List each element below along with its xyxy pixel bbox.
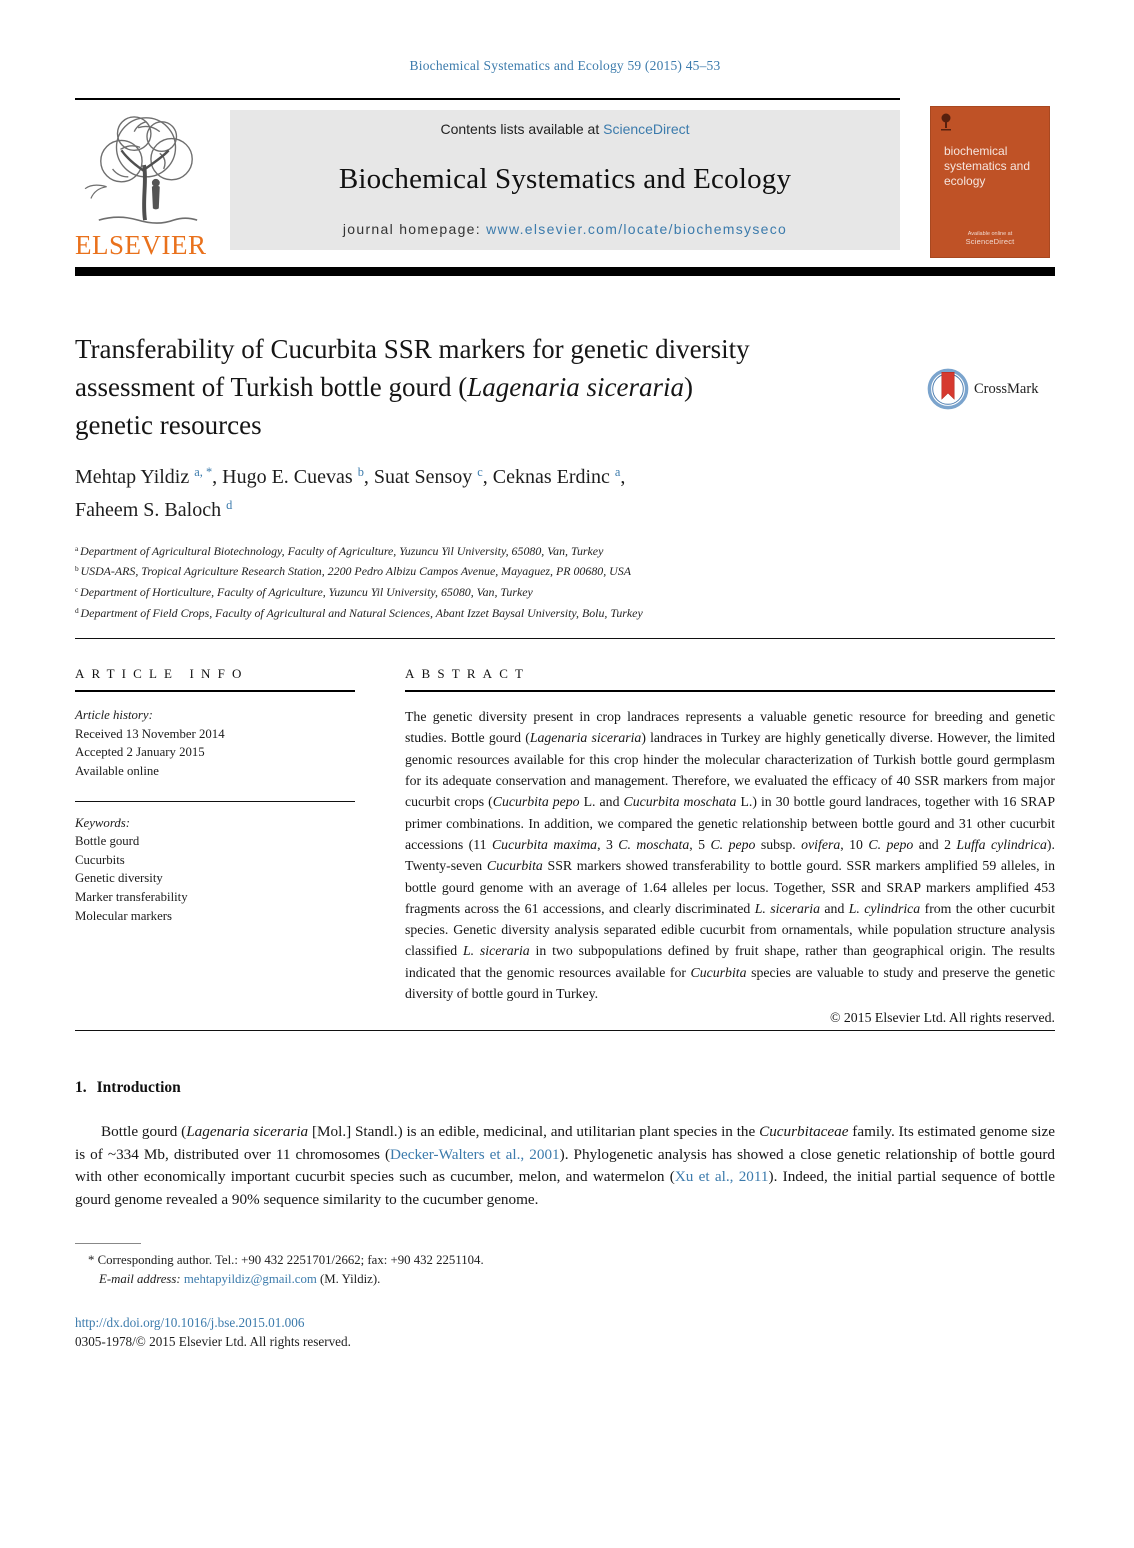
text-segment: , Hugo E. Cuevas (212, 465, 358, 488)
title-row (75, 330, 1055, 444)
banner-main (75, 98, 900, 261)
keywords-label: Keywords: (75, 815, 130, 830)
affiliation-line (75, 581, 1055, 602)
history-available-online: Available online (75, 763, 159, 778)
text-segment: L. and (579, 794, 624, 810)
email-link[interactable]: mehtapyildiz@gmail.com (183, 1272, 317, 1287)
article-title-line2 (75, 368, 927, 406)
journal-cover-thumbnail (930, 106, 1050, 258)
text-segment: and (820, 900, 849, 916)
history-accepted: Accepted 2 January 2015 (75, 745, 205, 760)
affiliation-ref[interactable]: a, * (194, 465, 213, 479)
text-segment: L. siceraria (462, 943, 530, 959)
text-segment: Cucurbita moschata (623, 794, 737, 810)
abstract-text (405, 706, 1055, 1004)
text-segment: family. Its estimated genome size is of ~334 Mb, distributed over 11 chromosomes ( (75, 1123, 1056, 1163)
affiliation-ref[interactable]: c (477, 465, 483, 479)
text-segment: Faheem S. Baloch (75, 498, 227, 521)
crossmark-icon (927, 368, 969, 410)
elsevier-tree-icon (77, 110, 215, 228)
text-segment: c (75, 584, 81, 594)
text-segment: ). Phylogenetic analysis has showed a close genetic relationship of bottle gourd with other economically important cucurbit species such as cucumber, melon, and watermelon ( (75, 1145, 1055, 1186)
journal-homepage-link[interactable]: www.elsevier.com/locate/biochemsyseco (486, 221, 788, 237)
text-segment: in two subpopulations defined by fruit shape, rather than geographical origin. The results indicated that the genomic resources available for (405, 943, 1056, 980)
elsevier-logo (75, 100, 230, 261)
text-segment: , Suat Sensoy (363, 465, 478, 488)
keyword-item: Genetic diversity (75, 871, 163, 886)
journal-reference-line: Biochemical Systematics and Ecology 59 (2015) 45–53 (409, 58, 721, 73)
text-segment: C. pepo (710, 836, 756, 852)
journal-name: Biochemical Systematics and Ecology (338, 162, 792, 195)
text-segment: ) (684, 372, 694, 402)
keyword-item: Cucurbits (75, 852, 125, 867)
text-segment: The genetic diversity present in crop landraces represents a valuable genetic resource for breeding and genetic studies. Bottle gourd ( (405, 709, 1055, 746)
footer-block (75, 1313, 1055, 1351)
text-segment: E-mail address: (99, 1272, 181, 1287)
cover-sciencedirect-text: ScienceDirect (965, 237, 1015, 246)
footnote-divider (75, 1243, 141, 1244)
text-segment: Department of Horticulture, Faculty of Agriculture, Yuzuncu Yil University, 65080, Van, Turkey (80, 584, 533, 599)
email-note (75, 1270, 1055, 1289)
text-segment: and 2 (913, 836, 957, 852)
footnote-block (75, 1243, 1055, 1289)
text-segment: Department of Field Crops, Faculty of Agricultural and Natural Sciences, Abant Izzet Baysal University, Bolu, Turkey (80, 605, 643, 620)
citation-link[interactable]: Decker-Walters et al., 2001 (390, 1145, 560, 1163)
text-segment: , Ceknas Erdinc (482, 465, 615, 488)
keyword-item: Molecular markers (75, 908, 173, 923)
text-segment: , 10 (840, 836, 869, 852)
affiliation-ref[interactable]: d (226, 497, 233, 512)
journal-homepage-line (343, 221, 787, 237)
corresponding-author-note: * Corresponding author. Tel.: +90 432 2251701/2662; fax: +90 432 2251104. (88, 1253, 484, 1268)
journal-cover-emblem-icon (939, 113, 953, 131)
text-segment: Cucurbitaceae (759, 1123, 849, 1141)
section-divider (75, 1030, 1055, 1031)
text-segment: C. pepo (868, 836, 914, 852)
section-heading-introduction (75, 1079, 1055, 1097)
abstract-column (405, 666, 1055, 1026)
article-title (75, 330, 927, 444)
journal-cover-title: biochemical systematics and ecology (944, 144, 1031, 188)
text-segment: ) landraces in Turkey are highly genetically diverse. However, the limited genomic resources available for this crop hinder the molecular characterization of Turkish bottle gourd germplasm for its adequate conservation and management. Therefore, we evaluated the efficacy of 40 SSR markers from major cucurbit crops ( (405, 730, 1055, 810)
issn-copyright-line: 0305-1978/© 2015 Elsevier Ltd. All rights reserved. (75, 1334, 351, 1350)
text-segment: Mehtap Yildiz (75, 465, 195, 488)
text-segment: SSR markers showed transferability to bottle gourd. SSR markers amplified 59 alleles, in bottle gourd genome with an average of 1.64 alleles per locus. Together, SSR and SRAP markers amplified 453 fragments across the 61 accessions, and clearly discriminated (405, 858, 1055, 916)
contents-lists-line (440, 121, 689, 137)
keywords-divider (75, 801, 355, 802)
text-segment: [Mol.] Standl.) is an edible, medicinal, and utilitarian plant species in the (308, 1123, 760, 1141)
article-info-rule (75, 690, 355, 692)
article-info-column (75, 666, 355, 1026)
text-segment: L. siceraria (754, 900, 821, 916)
crossmark-badge[interactable] (927, 330, 1055, 444)
keyword-item: Marker transferability (75, 889, 188, 904)
text-segment: Cucurbita (690, 964, 747, 980)
text-segment: ovifera (801, 836, 841, 852)
authors-line (75, 458, 1055, 491)
text-segment: , (620, 465, 626, 488)
keyword-item: Bottle gourd (75, 834, 140, 849)
text-segment: L. cylindrica (848, 900, 921, 916)
text-segment: Cucurbita maxima (491, 836, 598, 852)
text-segment: from the other cucurbit species. Genetic diversity analysis separated edible cucurbit from ornamentals, while population structure analysis classified (405, 900, 1056, 959)
authors-line (75, 491, 1055, 524)
affiliation-line (75, 560, 1055, 581)
text-segment: , 3 (597, 836, 619, 852)
affiliation-ref[interactable]: b (357, 465, 364, 479)
text-segment: Bottle gourd ( (101, 1123, 187, 1141)
text-segment: (M. Yildiz). (316, 1272, 381, 1287)
info-abstract-section (75, 639, 1055, 1026)
journal-header-box (230, 110, 900, 250)
abstract-heading: ABSTRACT (405, 666, 531, 682)
text-segment: Luffa cylindrica (956, 836, 1047, 852)
text-segment: d (75, 605, 81, 615)
text-segment: Lagenaria siceraria (467, 372, 685, 402)
affiliation-line (75, 540, 1055, 561)
citation-link[interactable]: Xu et al., 2011 (674, 1168, 769, 1186)
text-segment: USDA-ARS, Tropical Agriculture Research Station, 2200 Pedro Albizu Campos Avenue, Mayaguez, PR 00680, USA (80, 564, 631, 579)
text-segment: L.) in 30 bottle gourd landraces, together with 16 SRAP primer combinations. In addition, we compared the genetic relationship between bottle gourd and 31 other cucurbit accessions (11 (405, 794, 1055, 852)
article-title-line1: Transferability of Cucurbita SSR markers for genetic diversity (75, 334, 750, 364)
section-number: 1. (75, 1079, 87, 1097)
banner-bottom-bar (75, 267, 1055, 276)
article-info-heading: ARTICLE INFO (75, 666, 249, 682)
elsevier-wordmark: ELSEVIER (75, 230, 207, 260)
affiliation-line (75, 602, 1055, 623)
text-segment: Department of Agricultural Biotechnology, Faculty of Agriculture, Yuzuncu Yil University, 65080, Van, Turkey (80, 543, 604, 558)
text-segment: journal homepage: (342, 221, 487, 237)
text-segment: ). Indeed, the initial partial sequence of bottle gourd genome revealed a 90% sequence similarity to the cucumber genome. (75, 1168, 1055, 1208)
history-received: Received 13 November 2014 (75, 726, 225, 741)
text-segment: , 5 (689, 836, 711, 852)
journal-cover-sciencedirect-mark (930, 231, 1050, 246)
article-history-label: Article history: (75, 708, 153, 723)
text-segment: a (75, 543, 81, 553)
author-list (75, 458, 1055, 524)
journal-banner (75, 98, 1055, 261)
text-segment: ). Twenty-seven (405, 836, 1055, 874)
cover-available-online-text: Available online at (967, 231, 1013, 237)
affiliations (75, 540, 1055, 623)
text-segment: Contents lists available at (440, 121, 604, 137)
crossmark-label: CrossMark (974, 380, 1039, 397)
text-segment: Lagenaria siceraria (186, 1123, 309, 1141)
section-title: Introduction (96, 1079, 181, 1097)
text-segment: subsp. (755, 836, 802, 852)
abstract-rule (405, 690, 1055, 692)
introduction-paragraph (75, 1121, 1055, 1211)
text-segment: species are valuable to study and preserve the genetic diversity of bottle gourd in Turkey. (405, 964, 1055, 1002)
text-segment: b (75, 564, 81, 574)
copyright-notice: © 2015 Elsevier Ltd. All rights reserved. (829, 1010, 1055, 1026)
text-segment: assessment of Turkish bottle gourd ( (75, 372, 468, 402)
text-segment: Cucurbita pepo (492, 794, 580, 810)
doi-link[interactable]: http://dx.doi.org/10.1016/j.bse.2015.01.006 (75, 1315, 305, 1331)
text-segment: C. moschata (618, 836, 690, 852)
text-segment: Lagenaria siceraria (529, 730, 642, 746)
text-segment: Cucurbita (486, 858, 543, 874)
sciencedirect-link[interactable]: ScienceDirect (603, 121, 690, 137)
article-title-line3: genetic resources (75, 410, 262, 440)
affiliation-ref[interactable]: a (614, 465, 621, 479)
